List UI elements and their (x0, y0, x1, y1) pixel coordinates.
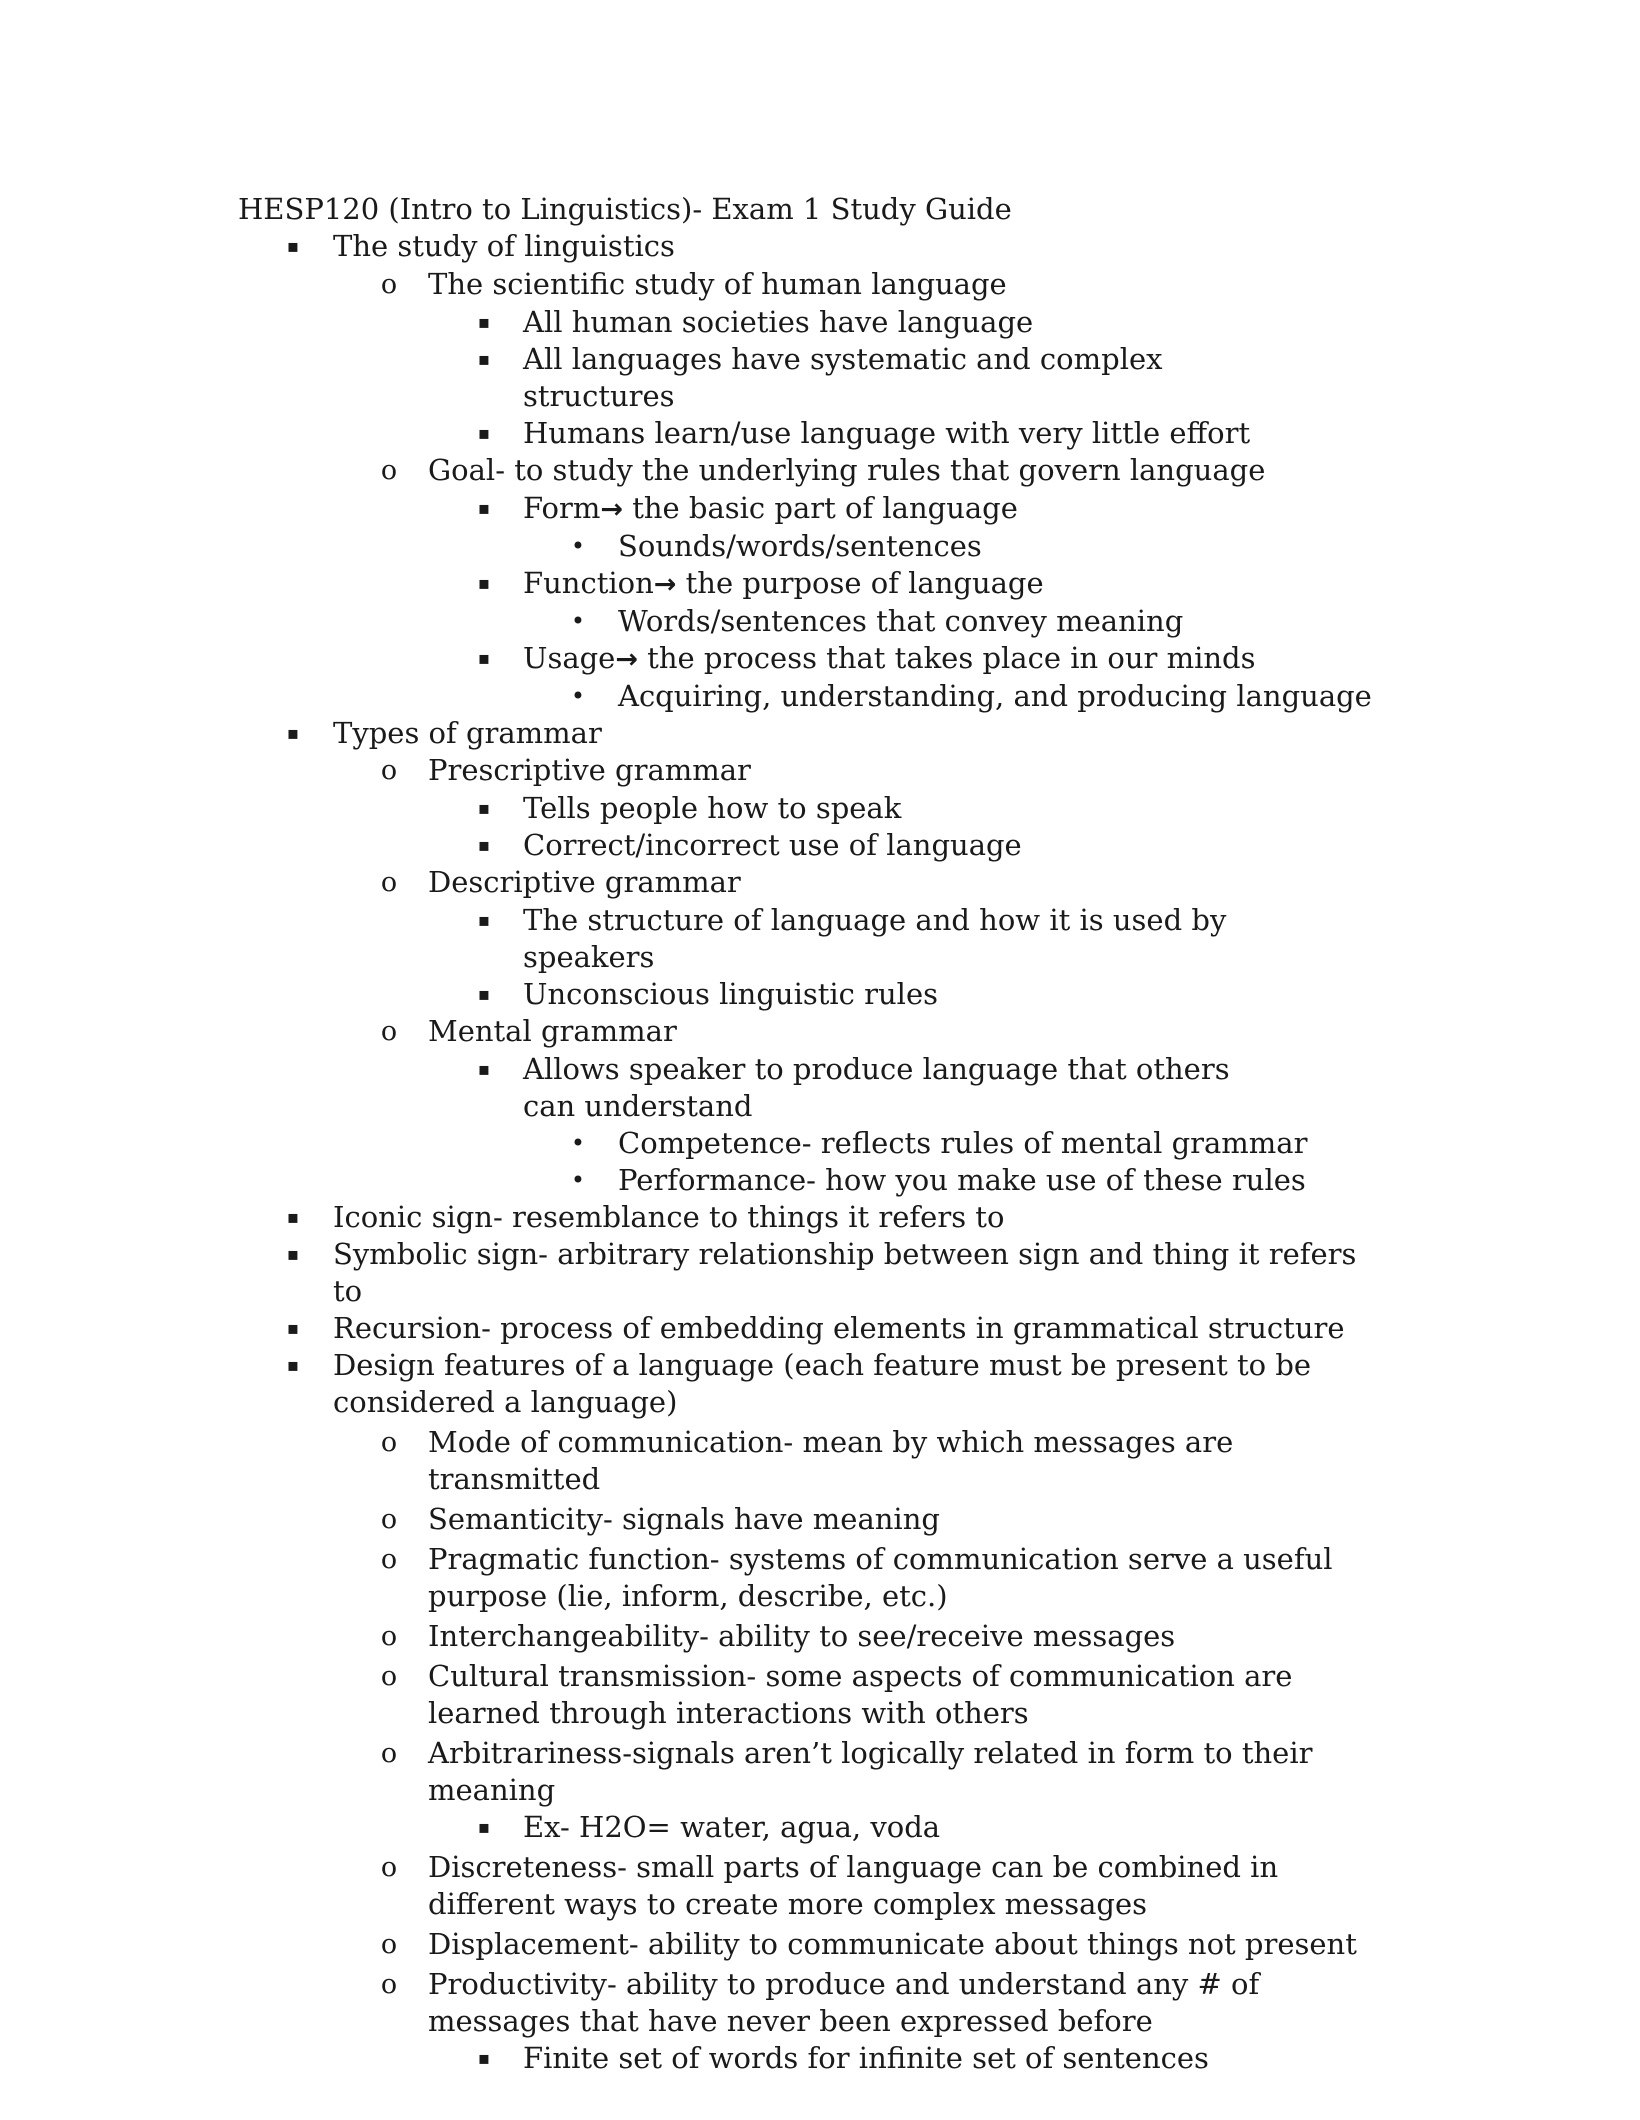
list-item: ▪ Form→ the basic part of language (0, 490, 1640, 528)
circle-bullet-icon: o (380, 1738, 398, 1769)
dot-bullet-icon: • (570, 1129, 586, 1157)
list-item: o Descriptive grammar (0, 864, 1640, 901)
list-item: o Prescriptive grammar (0, 752, 1640, 789)
square-bullet-icon: ▪ (286, 1207, 300, 1228)
list-item: ▪ Unconscious linguistic rules (0, 976, 1640, 1013)
list-item: ▪ Recursion- process of embedding elements in grammatical structure (0, 1310, 1640, 1347)
square-bullet-icon: ▪ (477, 1817, 491, 1838)
square-bullet-icon: ▪ (477, 984, 491, 1005)
list-item: ▪ Types of grammar (0, 715, 1640, 752)
dot-bullet-icon: • (570, 682, 586, 710)
list-item: o Productivity- ability to produce and understand any # of messages that have never been expressed before (0, 1966, 1640, 2040)
list-item: ▪ Ex- H2O= water, agua, voda (0, 1809, 1640, 1846)
list-item: ▪ Function→ the purpose of language (0, 565, 1640, 603)
circle-bullet-icon: o (380, 867, 398, 898)
square-bullet-icon: ▪ (477, 349, 491, 370)
square-bullet-icon: ▪ (477, 798, 491, 819)
circle-bullet-icon: o (380, 1661, 398, 1692)
square-bullet-icon: ▪ (477, 910, 491, 931)
dot-bullet-icon: • (570, 1166, 586, 1194)
circle-bullet-icon: o (380, 1621, 398, 1652)
list-item: o The scientific study of human language (0, 266, 1640, 303)
list-item: ▪ All languages have systematic and complex structures (0, 341, 1640, 415)
list-item: o Pragmatic function- systems of communication serve a useful purpose (lie, inform, describe, etc.) (0, 1541, 1640, 1615)
list-item: ▪ The study of linguistics (0, 228, 1640, 265)
circle-bullet-icon: o (380, 1929, 398, 1960)
list-item: o Mode of communication- mean by which messages are transmitted (0, 1424, 1640, 1498)
list-item: o Mental grammar (0, 1013, 1640, 1050)
square-bullet-icon: ▪ (477, 2048, 491, 2069)
square-bullet-icon: ▪ (477, 835, 491, 856)
document-title: HESP120 (Intro to Linguistics)- Exam 1 Study Guide (238, 192, 1012, 226)
list-item: ▪ Design features of a language (each feature must be present to be considered a language) (0, 1347, 1640, 1421)
square-bullet-icon: ▪ (286, 723, 300, 744)
list-item: o Discreteness- small parts of language can be combined in different ways to create more complex messages (0, 1849, 1640, 1923)
square-bullet-icon: ▪ (477, 423, 491, 444)
circle-bullet-icon: o (380, 1969, 398, 2000)
circle-bullet-icon: o (380, 1544, 398, 1575)
circle-bullet-icon: o (380, 269, 398, 300)
list-item: • Acquiring, understanding, and producing language (0, 678, 1640, 715)
list-item: ▪ Humans learn/use language with very little effort (0, 415, 1640, 452)
square-bullet-icon: ▪ (286, 1355, 300, 1376)
square-bullet-icon: ▪ (477, 1059, 491, 1080)
circle-bullet-icon: o (380, 1504, 398, 1535)
dot-bullet-icon: • (570, 532, 586, 560)
list-item: o Arbitrariness-signals aren’t logically related in form to their meaning (0, 1735, 1640, 1809)
list-item: ▪ All human societies have language (0, 304, 1640, 341)
list-item: ▪ Usage→ the process that takes place in our minds (0, 640, 1640, 678)
square-bullet-icon: ▪ (477, 312, 491, 333)
list-item: o Goal- to study the underlying rules that govern language (0, 452, 1640, 489)
list-item: ▪ The structure of language and how it is used by speakers (0, 902, 1640, 976)
circle-bullet-icon: o (380, 755, 398, 786)
circle-bullet-icon: o (380, 1427, 398, 1458)
square-bullet-icon: ▪ (477, 648, 491, 669)
dot-bullet-icon: • (570, 607, 586, 635)
list-item: ▪ Finite set of words for infinite set of sentences (0, 2040, 1640, 2077)
list-item: • Sounds/words/sentences (0, 528, 1640, 565)
list-item: o Displacement- ability to communicate about things not present (0, 1926, 1640, 1963)
circle-bullet-icon: o (380, 1016, 398, 1047)
list-item: o Interchangeability- ability to see/receive messages (0, 1618, 1640, 1655)
right-arrow-icon: → (600, 494, 623, 525)
square-bullet-icon: ▪ (286, 236, 300, 257)
right-arrow-icon: → (653, 569, 677, 600)
circle-bullet-icon: o (380, 455, 398, 486)
list-item: • Words/sentences that convey meaning (0, 603, 1640, 640)
circle-bullet-icon: o (380, 1852, 398, 1883)
list-item: ▪ Iconic sign- resemblance to things it refers to (0, 1199, 1640, 1236)
list-item: • Performance- how you make use of these rules (0, 1162, 1640, 1199)
study-guide-outline (0, 228, 1640, 2077)
square-bullet-icon: ▪ (477, 573, 491, 594)
list-item: o Semanticity- signals have meaning (0, 1501, 1640, 1538)
square-bullet-icon: ▪ (477, 498, 491, 519)
list-item: ▪ Correct/incorrect use of language (0, 827, 1640, 864)
square-bullet-icon: ▪ (286, 1244, 300, 1265)
right-arrow-icon: → (615, 644, 638, 675)
list-item: ▪ Allows speaker to produce language that others can understand (0, 1051, 1640, 1125)
list-item: • Competence- reflects rules of mental grammar (0, 1125, 1640, 1162)
list-item: ▪ Tells people how to speak (0, 790, 1640, 827)
list-item: o Cultural transmission- some aspects of communication are learned through interactions with others (0, 1658, 1640, 1732)
list-item: ▪ Symbolic sign- arbitrary relationship between sign and thing it refers to (0, 1236, 1640, 1310)
square-bullet-icon: ▪ (286, 1318, 300, 1339)
